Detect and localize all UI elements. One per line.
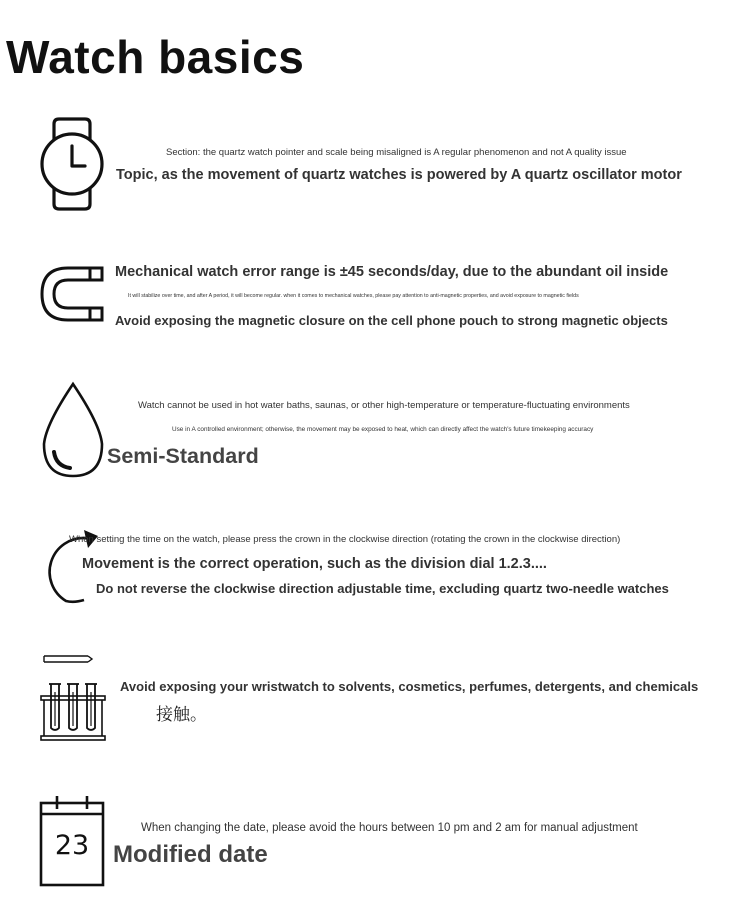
section-6-note: When changing the date, please avoid the hours between 10 pm and 2 am for manual adjustment (141, 822, 638, 834)
wristwatch-icon (38, 116, 106, 212)
section-2-advice: Avoid exposing the magnetic closure on the cell phone pouch to strong magnetic objects (115, 313, 668, 328)
section-3-warning: Watch cannot be used in hot water baths, saunas, or other high-temperature or temperature-fluctuating environments (138, 400, 630, 411)
section-1-topic: Topic, as the movement of quartz watches is powered by A quartz oscillator motor (116, 167, 682, 183)
section-3-label: Semi-Standard (107, 444, 259, 468)
section-4-warning: Do not reverse the clockwise direction adjustable time, excluding quartz two-needle watches (96, 581, 669, 596)
section-1-note: Section: the quartz watch pointer and scale being misaligned is A regular phenomenon and not A quality issue (166, 147, 627, 158)
section-4-operation: Movement is the correct operation, such as the division dial 1.2.3.... (82, 556, 547, 572)
magnet-icon (38, 264, 106, 324)
section-2-note: It will stabilize over time, and after A period, it will become regular. when it comes to mechanical watches, please pay attention to anti-magnetic properties, and avoid exposure to magnetic fields (128, 293, 579, 299)
page-title: Watch basics (6, 31, 305, 83)
section-3-note: Use in A controlled environment; otherwise, the movement may be exposed to heat, which can directly affect the watch's future timekeeping accuracy (172, 426, 594, 433)
section-2-heading: Mechanical watch error range is ±45 seconds/day, due to the abundant oil inside (115, 264, 669, 280)
section-5-warning: Avoid exposing your wristwatch to solvents, cosmetics, perfumes, detergents, and chemicals (120, 679, 699, 694)
section-5-continuation: 接触。 (156, 705, 207, 725)
section-6-label: Modified date (113, 841, 268, 868)
water-drop-icon (38, 380, 108, 480)
test-tubes-icon (38, 652, 108, 744)
section-4-instruction: When setting the time on the watch, please press the crown in the clockwise direction (rotating the crown in the clockwise direction) (69, 534, 621, 545)
calendar-icon (38, 794, 106, 888)
calendar-day: 23 (54, 830, 90, 861)
